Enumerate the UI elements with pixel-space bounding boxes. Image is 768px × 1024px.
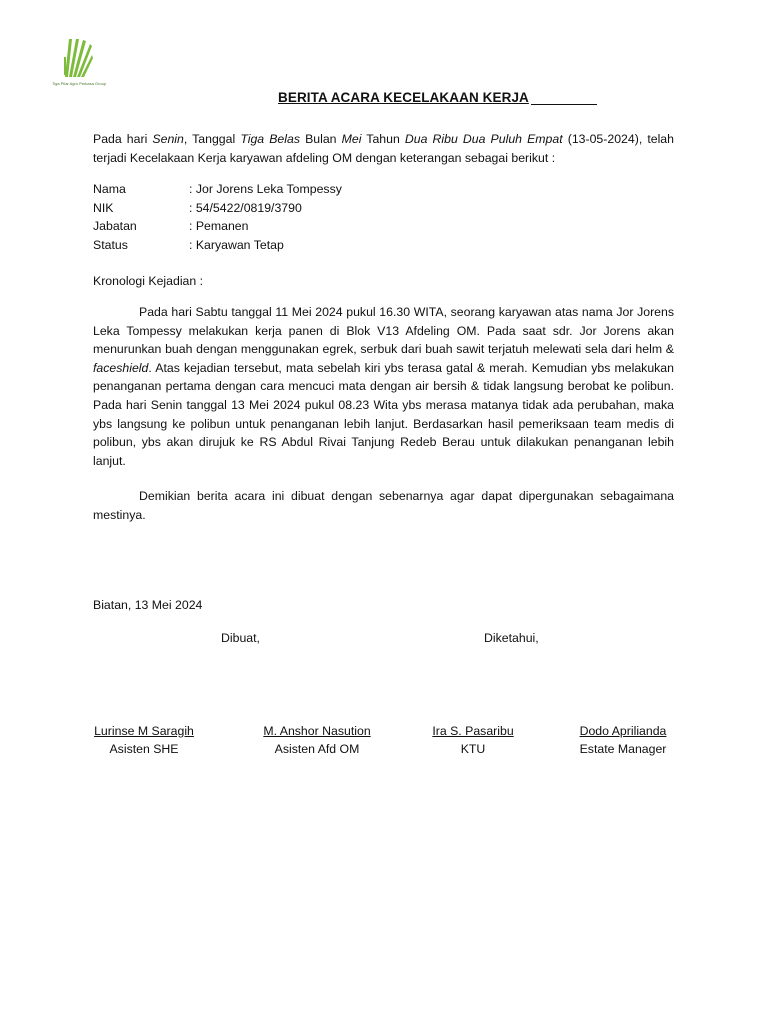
field-label: NIK [93, 200, 114, 215]
field-label: Jabatan [93, 219, 137, 234]
signatory-role: Asisten SHE [109, 741, 179, 756]
field-row-position [93, 217, 342, 236]
field-row-name [93, 180, 342, 199]
employee-fields [93, 180, 342, 254]
chronology-heading: Kronologi Kejadian : [93, 274, 204, 288]
field-value: : Jor Jorens Leka Tompessy [189, 182, 342, 196]
signatory-name: M. Anshor Nasution [263, 724, 371, 738]
signatory-she [93, 723, 195, 758]
field-label: Status [93, 237, 128, 252]
field-row-status [93, 236, 342, 255]
signatory-role: KTU [460, 741, 486, 756]
field-row-nik [93, 199, 342, 218]
made-by-label: Dibuat, [221, 631, 260, 645]
acknowledged-label: Diketahui, [484, 631, 539, 645]
signatory-ktu [430, 723, 516, 758]
field-label: Nama [93, 182, 126, 196]
field-value: : Karyawan Tetap [189, 237, 284, 252]
signatory-role: Asisten Afd OM [274, 741, 360, 756]
title-underline [531, 91, 597, 105]
document-title: BERITA ACARA KECELAKAAN KERJA [278, 90, 597, 105]
chronology-paragraph: Pada hari Sabtu tanggal 11 Mei 2024 pukul 16.30 WITA, seorang karyawan atas nama Jor Jorens Leka Tompessy melakukan kerja panen di Blok V13 Afdeling OM. Pada saat sdr. Jor Jorens akan menurunkan buah dengan menggunakan egrek, serbuk dari buah sawit terjatuh melewati sela dari helm & faceshield. Atas kejadian tersebut, mata sebelah kiri ybs terasa gatal & merah. Kemudian ybs melakukan penanganan pertama dengan cara mencuci mata dengan air bersih & tidak langsung berobat ke polibun. Pada hari Senin tanggal 13 Mei 2024 pukul 08.23 Wita ybs merasa matanya tidak ada perubahan, maka ybs langsung ke polibun untuk penanganan lebih lanjut. Berdasarkan hasil pemeriksaan team medis di polibun, ybs akan dirujuk ke RS Abdul Rivai Tanjung Redeb Berau untuk dilakukan penanganan lebih lanjut. [93, 305, 674, 468]
signatory-estate-manager [573, 723, 673, 758]
closing-paragraph: Demikian berita acara ini dibuat dengan sebenarnya agar dapat dipergunakan sebagaimana mestinya. [93, 489, 674, 522]
signatory-name: Ira S. Pasaribu [432, 724, 514, 738]
place-date: Biatan, 13 Mei 2024 [93, 598, 203, 612]
company-logo [52, 37, 116, 89]
intro-paragraph: Pada hari Senin, Tanggal Tiga Belas Bulan Mei Tahun Dua Ribu Dua Puluh Empat (13-05-2024), telah terjadi Kecelakaan Kerja karyawan afdeling OM dengan keterangan sebagai berikut : [93, 132, 674, 165]
palm-leaf-icon [63, 37, 93, 79]
field-value: : Pemanen [189, 219, 249, 234]
signatory-name: Dodo Aprilianda [579, 724, 667, 738]
logo-caption: Tiga Pilar Agro Perkasa Group [52, 81, 107, 86]
signatory-name: Lurinse M Saragih [94, 724, 194, 738]
signatory-afd-assistant [259, 723, 375, 758]
field-value: : 54/5422/0819/3790 [189, 200, 302, 215]
signatory-role: Estate Manager [579, 741, 667, 756]
